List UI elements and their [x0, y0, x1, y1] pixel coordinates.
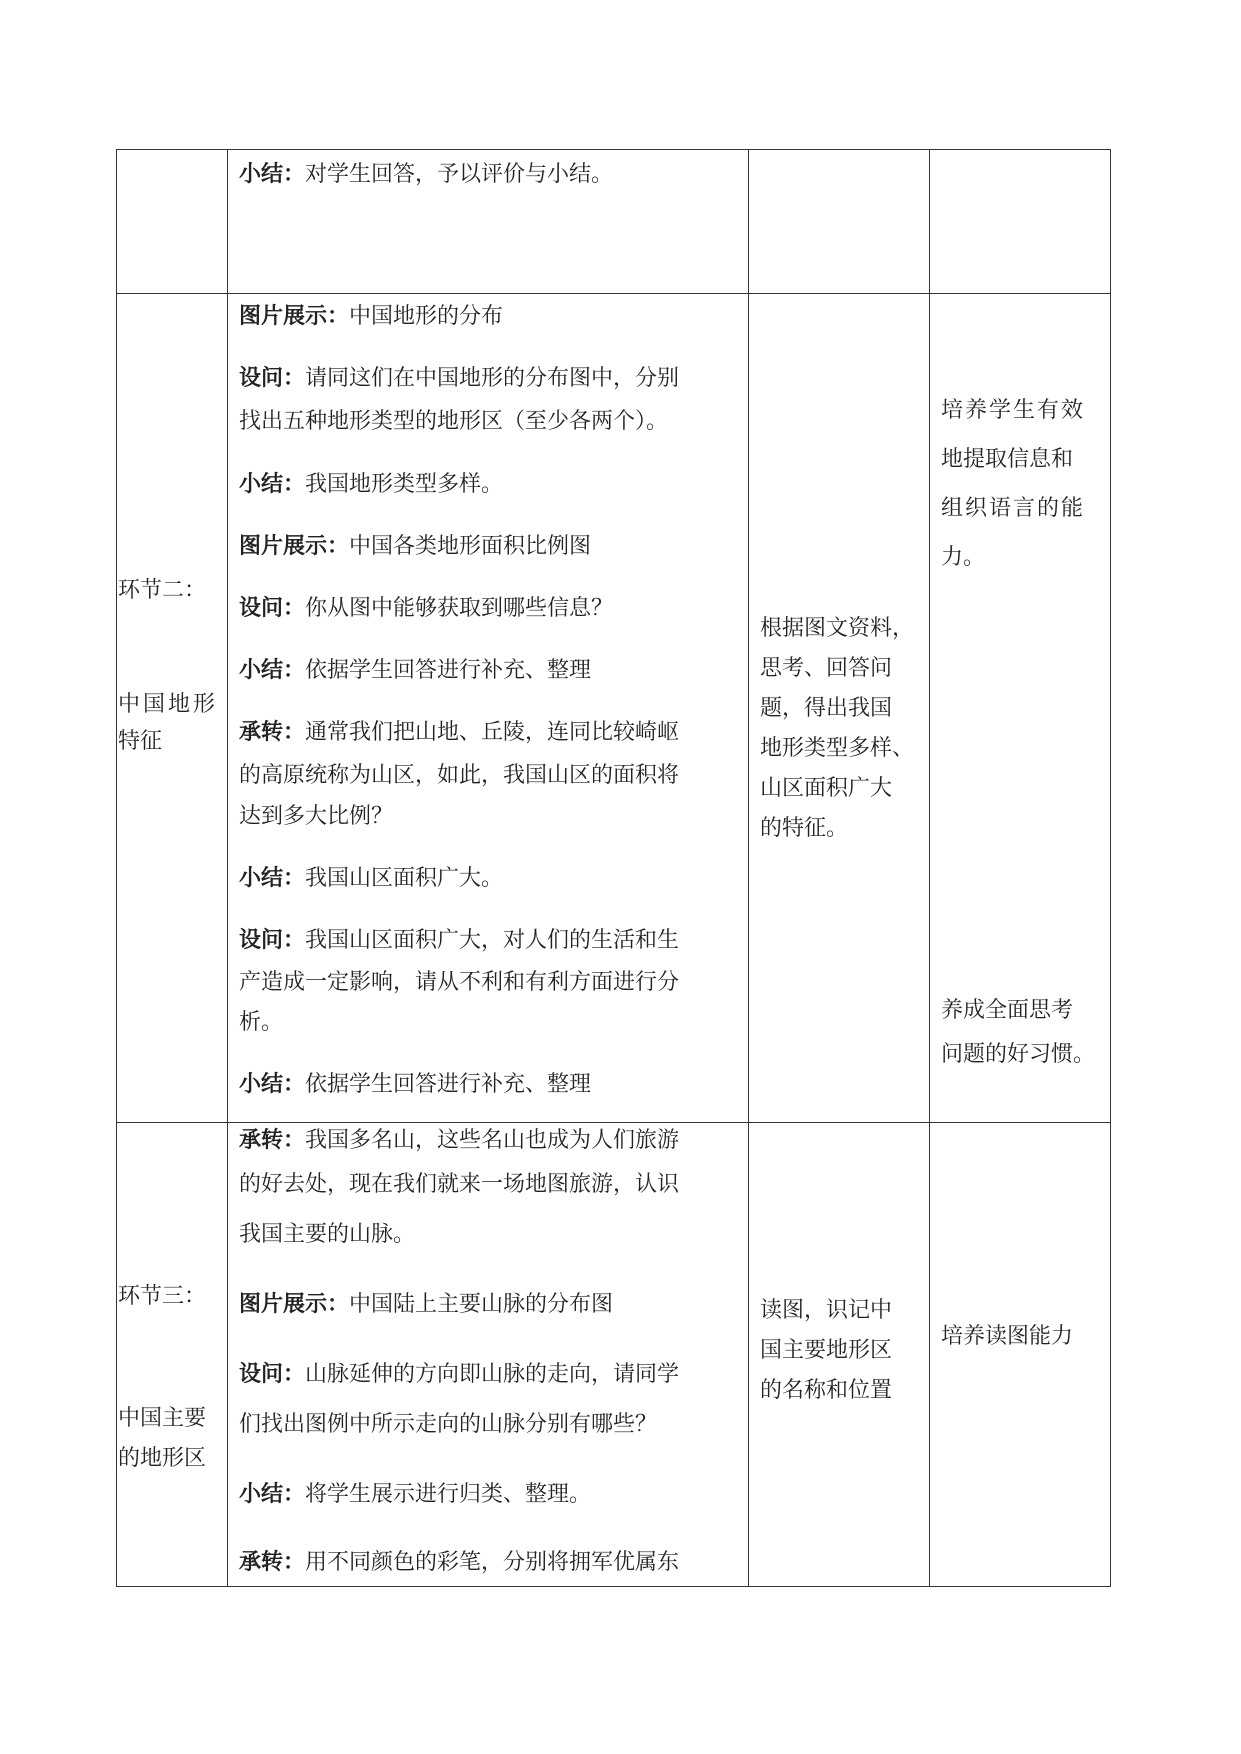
- column-divider-3: [929, 149, 930, 1587]
- activity-label: 设问：: [239, 1362, 306, 1387]
- activity-text: 通常我们把山地、丘陵，连同比较崎岖: [305, 720, 680, 745]
- activity-text: 中国各类地形面积比例图: [349, 534, 592, 559]
- column-divider-1: [227, 149, 228, 1587]
- activity-line: [239, 1548, 679, 1578]
- design-intent-line: 组织语言的能: [941, 496, 1086, 521]
- section-title-line-1: 中国主要: [118, 1406, 207, 1431]
- activity-text: 我国多名山，这些名山也成为人们旅游: [305, 1128, 680, 1153]
- activity-line: [239, 656, 591, 686]
- design-intent-line: 养成全面思考: [941, 998, 1074, 1023]
- activity-line: [239, 470, 503, 500]
- activity-line: [239, 594, 613, 624]
- activity-text: 中国陆上主要山脉的分布图: [349, 1292, 614, 1317]
- activity-line: [239, 718, 679, 748]
- activity-continuation: 找出五种地形类型的地形区（至少各两个）。: [239, 409, 669, 434]
- activity-continuation: 产造成一定影响，请从不利和有利方面进行分: [239, 970, 680, 995]
- design-intent-line: 问题的好习惯。: [941, 1042, 1096, 1067]
- activity-line: [239, 1290, 613, 1320]
- activity-text: 我国山区面积广大。: [305, 866, 504, 891]
- activity-text: 我国地形类型多样。: [305, 472, 504, 497]
- activity-text: 中国地形的分布: [349, 304, 504, 329]
- activity-text: 依据学生回答进行补充、整理: [305, 1072, 592, 1097]
- student-activity-line: 地形类型多样、: [760, 736, 915, 761]
- activity-continuation: 达到多大比例？: [239, 804, 394, 829]
- activity-line: [239, 864, 503, 894]
- student-activity-line: 的名称和位置: [760, 1378, 893, 1403]
- activity-text: 依据学生回答进行补充、整理: [305, 658, 592, 683]
- student-activity-line: 根据图文资料，: [760, 616, 915, 641]
- activity-line: [239, 1070, 591, 1100]
- activity-label: 图片展示：: [239, 1292, 350, 1317]
- table-border-bottom: [116, 1586, 1111, 1587]
- activity-text: 山脉延伸的方向即山脉的走向，请同学: [305, 1362, 680, 1387]
- activity-continuation: 的高原统称为山区，如此，我国山区的面积将: [239, 763, 680, 788]
- activity-continuation: 我国主要的山脉。: [239, 1222, 416, 1247]
- activity-label: 设问：: [239, 366, 306, 391]
- design-intent-line: 地提取信息和: [941, 447, 1074, 472]
- activity-text: 用不同颜色的彩笔，分别将拥军优属东: [305, 1550, 680, 1575]
- student-activity-line: 题，得出我国: [760, 696, 893, 721]
- row-divider-2: [116, 1122, 1111, 1123]
- activity-text: 你从图中能够获取到哪些信息？: [305, 596, 614, 621]
- table-border-top: [116, 149, 1111, 150]
- activity-label: 小结：: [239, 658, 306, 683]
- activity-label: 设问：: [239, 928, 306, 953]
- design-intent-line: 培养读图能力: [941, 1324, 1074, 1349]
- row-divider-1: [116, 293, 1111, 294]
- activity-label: 图片展示：: [239, 304, 350, 329]
- section-label: 环节二：: [118, 578, 207, 603]
- activity-line: [239, 532, 591, 562]
- student-activity-line: 思考、回答问: [760, 656, 893, 681]
- activity-label: 小结：: [239, 472, 306, 497]
- activity-line: [239, 302, 503, 332]
- section-title-line-1: 中国地形: [118, 692, 219, 717]
- activity-label: 承转：: [239, 1550, 306, 1575]
- section-title-line-2: 特征: [118, 729, 163, 754]
- student-activity-line: 山区面积广大: [760, 776, 893, 801]
- activity-line: [239, 1480, 591, 1510]
- table-border-left: [116, 149, 117, 1587]
- summary-line: [239, 160, 613, 190]
- activity-label: 小结：: [239, 866, 306, 891]
- activity-text: 请同这们在中国地形的分布图中，分别: [305, 366, 680, 391]
- activity-label: 小结：: [239, 1482, 306, 1507]
- activity-line: [239, 926, 679, 956]
- activity-label: 设问：: [239, 596, 306, 621]
- activity-label: 承转：: [239, 720, 306, 745]
- activity-line: [239, 1360, 679, 1390]
- student-activity-line: 国主要地形区: [760, 1338, 893, 1363]
- column-divider-2: [748, 149, 749, 1587]
- student-activity-line: 读图，识记中: [760, 1298, 893, 1323]
- activity-text: 我国山区面积广大，对人们的生活和生: [305, 928, 680, 953]
- design-intent-line: 培养学生有效: [941, 398, 1086, 423]
- activity-text: 将学生展示进行归类、整理。: [305, 1482, 592, 1507]
- table-border-right: [1110, 149, 1111, 1587]
- summary-label: 小结：: [239, 162, 306, 187]
- activity-label: 小结：: [239, 1072, 306, 1097]
- section-title-line-2: 的地形区: [118, 1446, 207, 1471]
- section-label: 环节三：: [118, 1284, 207, 1309]
- design-intent-line: 力。: [941, 545, 986, 570]
- student-activity-line: 的特征。: [760, 816, 849, 841]
- activity-line: [239, 364, 679, 394]
- activity-label: 图片展示：: [239, 534, 350, 559]
- activity-line: [239, 1126, 679, 1156]
- activity-label: 承转：: [239, 1128, 306, 1153]
- activity-continuation: 的好去处，现在我们就来一场地图旅游，认识: [239, 1172, 680, 1197]
- activity-continuation: 析。: [239, 1010, 284, 1035]
- summary-text: 对学生回答，予以评价与小结。: [305, 162, 614, 187]
- activity-continuation: 们找出图例中所示走向的山脉分别有哪些？: [239, 1412, 658, 1437]
